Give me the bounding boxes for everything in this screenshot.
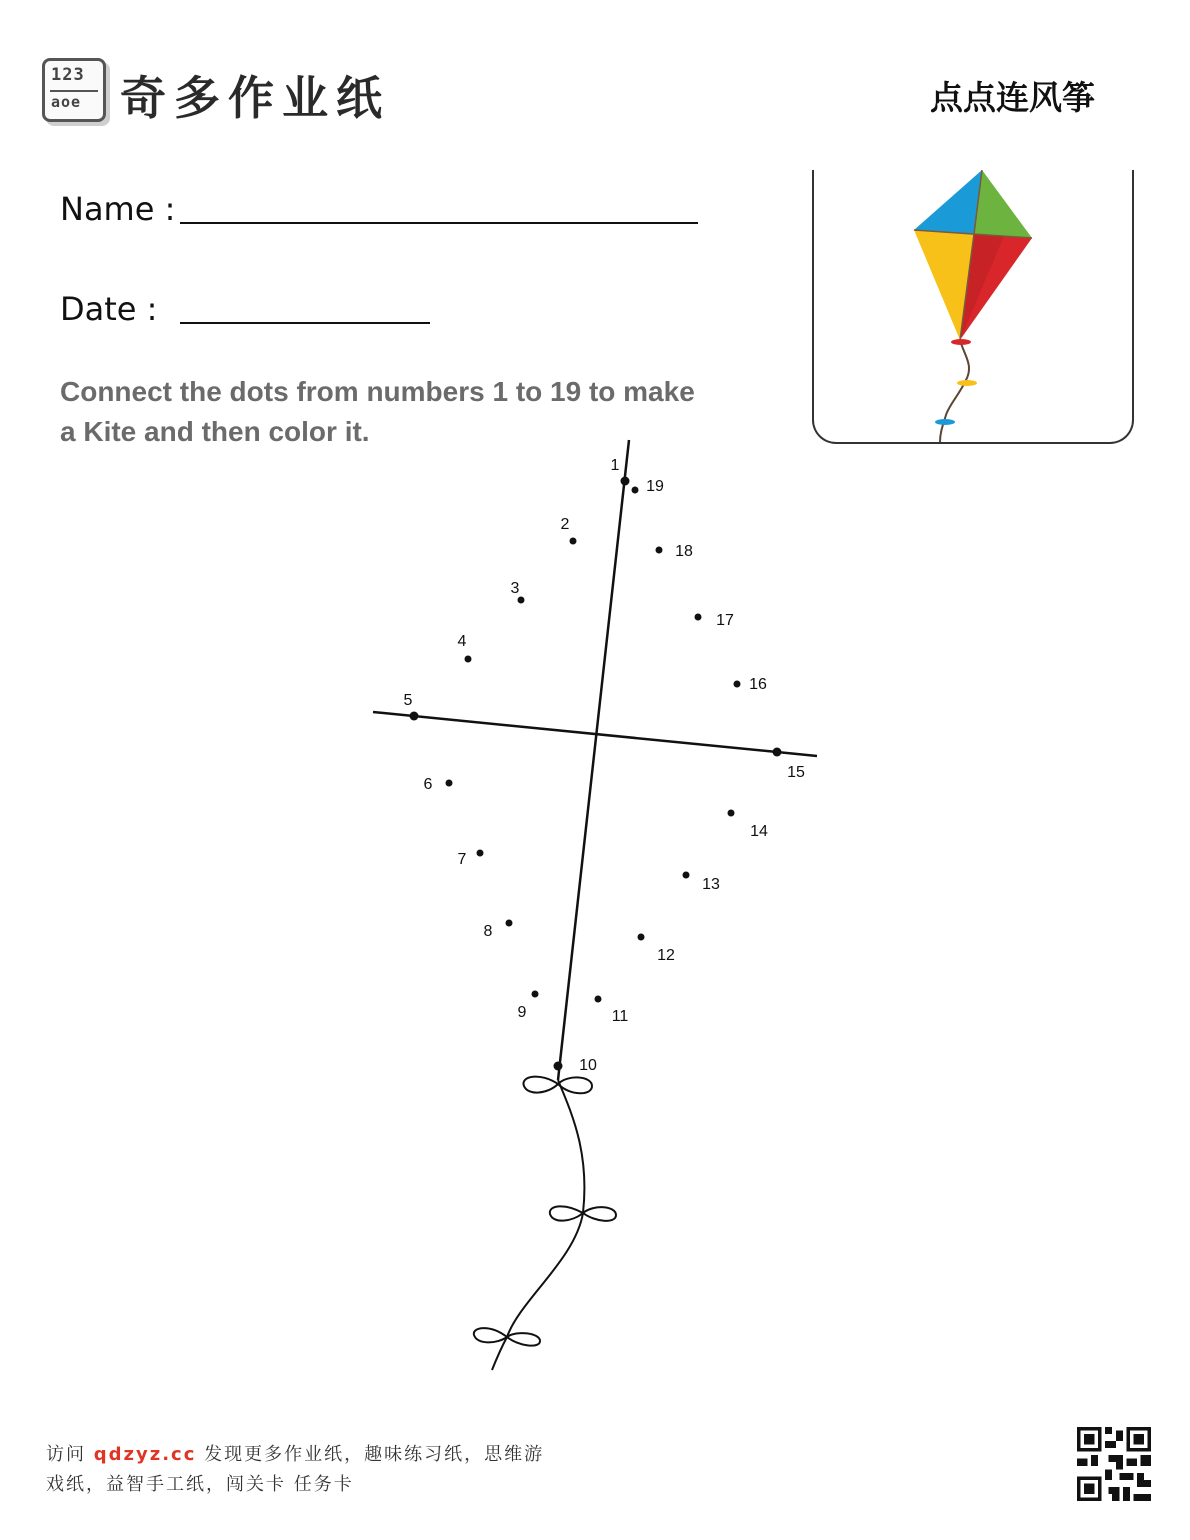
dot-5 xyxy=(410,712,419,721)
footer-line1: 发现更多作业纸，趣味练习纸，思维游 xyxy=(196,1444,545,1465)
dot-label-1: 1 xyxy=(610,457,620,475)
tail-bow-icon xyxy=(474,1328,540,1346)
dot-13 xyxy=(683,872,690,879)
dot-17 xyxy=(695,614,702,621)
dot-18 xyxy=(656,547,663,554)
dot-label-11: 11 xyxy=(611,1008,629,1026)
logo-number-text: 123 xyxy=(51,65,85,85)
dot-label-16: 16 xyxy=(749,676,767,694)
dot-12 xyxy=(638,934,645,941)
dot-label-4: 4 xyxy=(457,633,467,651)
dot-label-5: 5 xyxy=(403,692,413,710)
dot-1 xyxy=(621,477,630,486)
kite-tail xyxy=(474,1077,616,1370)
dot-16 xyxy=(734,681,741,688)
footer-prefix: 访问 xyxy=(46,1444,94,1465)
instruction-text: Connect the dots from numbers 1 to 19 to make a Kite and then color it. xyxy=(60,376,695,447)
dot-label-7: 7 xyxy=(457,851,467,869)
date-label: Date : xyxy=(60,290,158,328)
dot-label-9: 9 xyxy=(517,1004,527,1022)
dot-14 xyxy=(728,810,735,817)
dot-7 xyxy=(477,850,484,857)
dot-label-19: 19 xyxy=(646,478,664,496)
dot-6 xyxy=(446,780,453,787)
dot-4 xyxy=(465,656,472,663)
dot-label-12: 12 xyxy=(657,947,675,965)
dot-label-18: 18 xyxy=(675,543,693,561)
worksheet-title: 点点连风筝 xyxy=(930,78,1095,117)
site-link[interactable]: qdzyz.cc xyxy=(93,1444,197,1465)
footer-text xyxy=(46,1440,626,1500)
dot-2 xyxy=(570,538,577,545)
dot-label-3: 3 xyxy=(510,580,520,598)
dot-10 xyxy=(554,1062,563,1071)
dot-label-6: 6 xyxy=(423,776,433,794)
kite-spars xyxy=(373,440,817,1080)
dot-3 xyxy=(518,597,525,604)
dot-15 xyxy=(773,748,782,757)
dot-label-10: 10 xyxy=(579,1057,597,1075)
brand-name: 奇多作业纸 xyxy=(120,71,390,125)
dot-9 xyxy=(532,991,539,998)
footer-line2: 戏纸，益智手工纸，闯关卡 任务卡 xyxy=(46,1474,354,1495)
qr-code-icon xyxy=(1077,1427,1151,1501)
dot-label-13: 13 xyxy=(702,876,720,894)
logo-letter-text: aoe xyxy=(51,93,82,111)
dot-label-15: 15 xyxy=(787,764,805,782)
dot-11 xyxy=(595,996,602,1003)
name-label: Name : xyxy=(60,190,176,228)
dot-8 xyxy=(506,920,513,927)
dot-label-8: 8 xyxy=(483,923,493,941)
dot-label-2: 2 xyxy=(560,516,570,534)
dot-label-17: 17 xyxy=(716,612,734,630)
dot-label-14: 14 xyxy=(750,823,768,841)
dot-19 xyxy=(632,487,639,494)
